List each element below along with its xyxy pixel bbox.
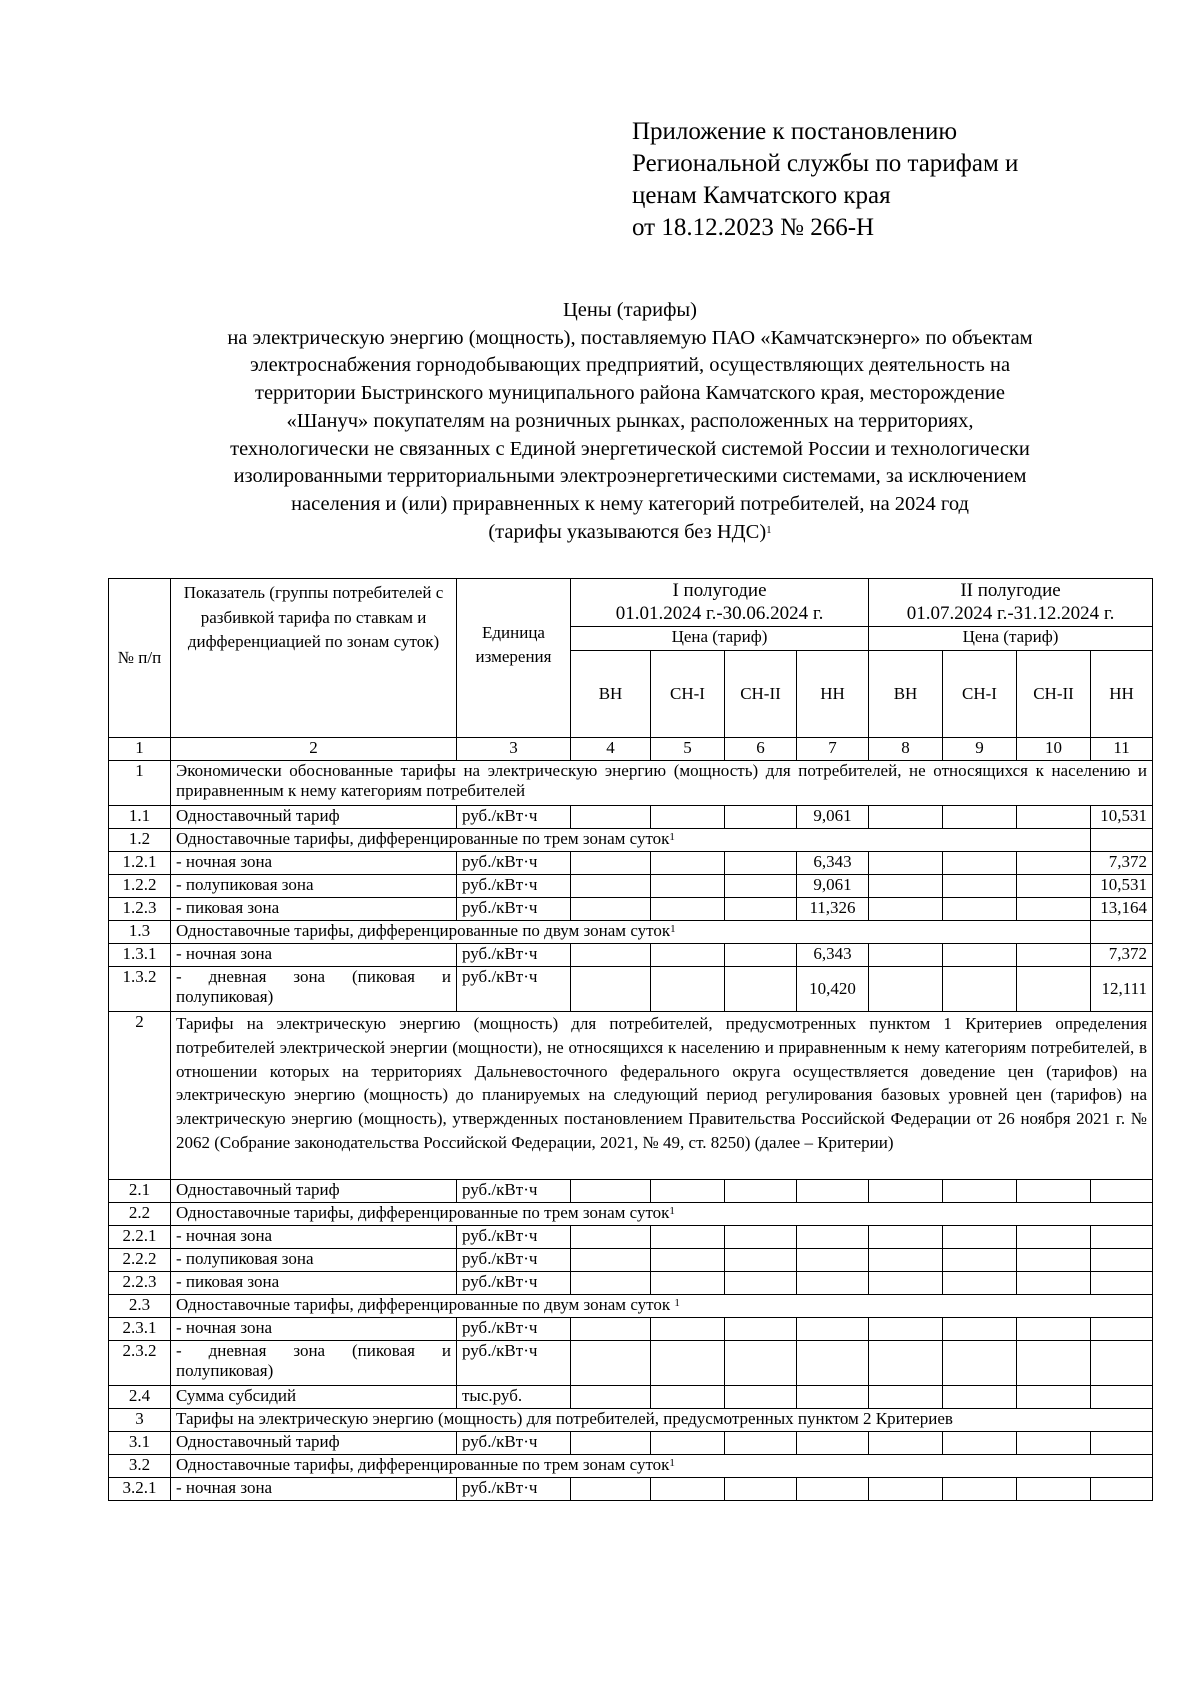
header-h2-sn2: СН-II: [1017, 650, 1091, 737]
cell: [943, 875, 1017, 898]
row-unit: руб./кВт·ч: [457, 1478, 571, 1501]
colnum-3: 3: [457, 738, 571, 761]
row-name: Сумма субсидий: [171, 1386, 457, 1409]
header-h2-nn: НН: [1091, 650, 1153, 737]
cell: [1017, 1341, 1091, 1386]
value-h2-nn: 10,531: [1091, 875, 1153, 898]
table-row: [109, 944, 1153, 967]
tariff-table: [108, 578, 1153, 1501]
row-name: - пиковая зона: [171, 1272, 457, 1295]
footnote-mark: 1: [674, 1297, 680, 1309]
table-row: [109, 1272, 1153, 1295]
row-name: - полупиковая зона: [171, 875, 457, 898]
cell: [651, 1226, 725, 1249]
row-num: 1.3.1: [109, 944, 171, 967]
cell: [651, 898, 725, 921]
row-num: 2.3.1: [109, 1318, 171, 1341]
cell: [797, 1226, 869, 1249]
cell: [1017, 1249, 1091, 1272]
value-h1-nn: 9,061: [797, 806, 869, 829]
cell: [797, 1341, 869, 1386]
value-h1-nn: 6,343: [797, 944, 869, 967]
table-row: [109, 1341, 1153, 1386]
cell: [1091, 1386, 1153, 1409]
subsection-title: [171, 829, 1091, 852]
row-unit: руб./кВт·ч: [457, 1341, 571, 1386]
cell: [571, 944, 651, 967]
header-h1-vn: ВН: [571, 650, 651, 737]
cell: [943, 1272, 1017, 1295]
cell: [869, 806, 943, 829]
row-unit: руб./кВт·ч: [457, 806, 571, 829]
section-title: Тарифы на электрическую энергию (мощность) для потребителей, предусмотренных пунктом 2 Критериев: [171, 1409, 1153, 1432]
row-num: 2.3.2: [109, 1341, 171, 1386]
colnum-10: 10: [1017, 738, 1091, 761]
table-row: [109, 1180, 1153, 1203]
row-name: - ночная зона: [171, 1318, 457, 1341]
row-num: 1: [109, 761, 171, 806]
cell: [1017, 806, 1091, 829]
row-name: - ночная зона: [171, 944, 457, 967]
row-name: - дневная зона (пиковая и полупиковая): [171, 967, 457, 1012]
cell: [943, 898, 1017, 921]
cell: [1017, 1180, 1091, 1203]
row-unit: тыс.руб.: [457, 1386, 571, 1409]
cell: [1017, 1478, 1091, 1501]
cell: [571, 1341, 651, 1386]
subsection-text: Одноставочные тарифы, дифференцированные по двум зонам суток: [176, 921, 671, 940]
cell: [651, 1386, 725, 1409]
cell: [725, 967, 797, 1012]
title-line-1: Цены (тарифы): [562, 299, 697, 321]
cell: [725, 1386, 797, 1409]
cell: [651, 1180, 725, 1203]
cell: [1017, 1226, 1091, 1249]
row-num: 3.1: [109, 1432, 171, 1455]
cell: [571, 1272, 651, 1295]
appendix-line-4: от 18.12.2023 № 266-Н: [632, 214, 875, 241]
title-line-2: на электрическую энергию (мощность), поставляемую ПАО «Камчатскэнерго» по объектам: [227, 326, 1033, 349]
row-name: - ночная зона: [171, 1478, 457, 1501]
appendix-line-3: ценам Камчатского края: [632, 182, 891, 209]
cell: [943, 1180, 1017, 1203]
row-unit: руб./кВт·ч: [457, 1180, 571, 1203]
table-row: [109, 898, 1153, 921]
cell: [725, 1226, 797, 1249]
cell: [651, 1249, 725, 1272]
row-name: Одноставочный тариф: [171, 806, 457, 829]
table-row: [109, 1478, 1153, 1501]
row-num: 2: [109, 1012, 171, 1180]
cell: [943, 967, 1017, 1012]
cell: [869, 944, 943, 967]
header-row-1: [109, 579, 1153, 627]
cell: [651, 967, 725, 1012]
table-row: [109, 1318, 1153, 1341]
cell: [797, 1318, 869, 1341]
footnote-mark: 1: [766, 523, 772, 536]
cell: [725, 1318, 797, 1341]
cell: [797, 1272, 869, 1295]
row-num: 3.2.1: [109, 1478, 171, 1501]
cell: [571, 806, 651, 829]
cell: [869, 1180, 943, 1203]
subsection-text: Одноставочные тарифы, дифференцированные по трем зонам суток: [176, 1455, 670, 1474]
colnum-5: 5: [651, 738, 725, 761]
cell: [943, 944, 1017, 967]
colnum-2: 2: [171, 738, 457, 761]
cell: [869, 1226, 943, 1249]
table-row: [109, 1386, 1153, 1409]
row-num: 2.2: [109, 1203, 171, 1226]
cell: [725, 898, 797, 921]
subsection-row: [109, 1295, 1153, 1318]
row-num: 1.2.1: [109, 852, 171, 875]
appendix-line-1: Приложение к постановлению: [632, 118, 958, 145]
subsection-title: [171, 1203, 1153, 1226]
cell: [725, 1272, 797, 1295]
cell: [571, 1478, 651, 1501]
cell: [1017, 852, 1091, 875]
colnum-11: 11: [1091, 738, 1153, 761]
cell: [1091, 1318, 1153, 1341]
colnum-8: 8: [869, 738, 943, 761]
colnum-7: 7: [797, 738, 869, 761]
cell: [651, 875, 725, 898]
header-price-1: Цена (тариф): [571, 627, 869, 651]
cell: [869, 1249, 943, 1272]
title-line-3: электроснабжения горнодобывающих предприятий, осуществляющих деятельность на: [249, 354, 1011, 377]
value-h1-nn: 9,061: [797, 875, 869, 898]
value-h1-nn: 6,343: [797, 852, 869, 875]
subsection-text: Одноставочные тарифы, дифференцированные по трем зонам суток: [176, 1203, 670, 1222]
cell: [725, 1432, 797, 1455]
cell: [797, 1478, 869, 1501]
cell: [1091, 1478, 1153, 1501]
title-line-9: [110, 519, 1150, 547]
cell: [725, 944, 797, 967]
cell: [869, 1318, 943, 1341]
cell: [797, 1180, 869, 1203]
row-num: 2.2.1: [109, 1226, 171, 1249]
cell: [869, 967, 943, 1012]
cell: [869, 875, 943, 898]
cell: [571, 1226, 651, 1249]
colnum-9: 9: [943, 738, 1017, 761]
title-line-8: населения и (или) приравненных к нему категорий потребителей, на 2024 год: [291, 492, 969, 515]
cell: [1017, 1318, 1091, 1341]
half-1-title: I полугодие: [672, 580, 767, 601]
row-unit: руб./кВт·ч: [457, 1226, 571, 1249]
footnote-mark: 1: [669, 1457, 675, 1469]
header-h1-sn2: СН-II: [725, 650, 797, 737]
cell: [1017, 1432, 1091, 1455]
row-num: 1.2.2: [109, 875, 171, 898]
row-num: 3: [109, 1409, 171, 1432]
row-unit: руб./кВт·ч: [457, 944, 571, 967]
cell: [1091, 921, 1153, 944]
cell: [943, 806, 1017, 829]
section-row: [109, 761, 1153, 806]
subsection-row: [109, 1203, 1153, 1226]
cell: [943, 1318, 1017, 1341]
row-num: 1.2.3: [109, 898, 171, 921]
document-title: [110, 297, 1150, 546]
cell: [725, 1180, 797, 1203]
cell: [571, 852, 651, 875]
row-num: 2.1: [109, 1180, 171, 1203]
title-vat-note: (тарифы указываются без НДС): [488, 520, 767, 543]
cell: [1091, 1272, 1153, 1295]
cell: [651, 1478, 725, 1501]
table-row: [109, 1249, 1153, 1272]
cell: [571, 1432, 651, 1455]
row-unit: руб./кВт·ч: [457, 852, 571, 875]
cell: [1091, 829, 1153, 852]
value-h2-nn: 13,164: [1091, 898, 1153, 921]
colnum-6: 6: [725, 738, 797, 761]
row-unit: руб./кВт·ч: [457, 898, 571, 921]
cell: [651, 944, 725, 967]
appendix-line-2: Региональной службы по тарифам и: [632, 150, 1019, 177]
cell: [651, 806, 725, 829]
subsection-row: [109, 921, 1153, 944]
appendix-header: [632, 116, 1018, 244]
cell: [943, 1249, 1017, 1272]
row-unit: руб./кВт·ч: [457, 967, 571, 1012]
value-h2-nn: 12,111: [1091, 967, 1153, 1012]
header-num: № п/п: [109, 579, 171, 738]
section-row: [109, 1012, 1153, 1180]
subsection-title: [171, 1455, 1153, 1478]
header-half-2: [869, 579, 1153, 627]
title-line-6: технологически не связанных с Единой энергетической системой России и технологически: [230, 437, 1030, 460]
cell: [725, 852, 797, 875]
cell: [571, 1180, 651, 1203]
title-line-7: изолированными территориальными электроэнергетическими системами, за исключением: [233, 465, 1027, 488]
row-name: Одноставочный тариф: [171, 1180, 457, 1203]
row-num: 2.2.2: [109, 1249, 171, 1272]
cell: [869, 852, 943, 875]
colnum-4: 4: [571, 738, 651, 761]
cell: [1091, 1249, 1153, 1272]
cell: [869, 1341, 943, 1386]
cell: [725, 806, 797, 829]
subsection-row: [109, 1455, 1153, 1478]
table-row: [109, 967, 1153, 1012]
row-num: 1.3: [109, 921, 171, 944]
row-num: 2.2.3: [109, 1272, 171, 1295]
half-2-period: 01.07.2024 г.-31.12.2024 г.: [906, 603, 1115, 624]
header-price-2: Цена (тариф): [869, 627, 1153, 651]
cell: [1017, 1386, 1091, 1409]
header-h1-sn1: СН-I: [651, 650, 725, 737]
section-title: Экономически обоснованные тарифы на электрическую энергию (мощность) для потребителей, не относящихся к населению и приравненным к нему категориям потребителей: [171, 761, 1153, 806]
cell: [869, 1272, 943, 1295]
header-h2-sn1: СН-I: [943, 650, 1017, 737]
cell: [1017, 1272, 1091, 1295]
row-unit: руб./кВт·ч: [457, 1318, 571, 1341]
row-name: - ночная зона: [171, 1226, 457, 1249]
cell: [943, 1478, 1017, 1501]
cell: [797, 1386, 869, 1409]
cell: [651, 1272, 725, 1295]
cell: [869, 1386, 943, 1409]
section-row: [109, 1409, 1153, 1432]
cell: [1017, 944, 1091, 967]
value-h1-nn: 11,326: [797, 898, 869, 921]
cell: [651, 1341, 725, 1386]
table-row: [109, 1226, 1153, 1249]
cell: [943, 1226, 1017, 1249]
section-title: Тарифы на электрическую энергию (мощность) для потребителей, предусмотренных пунктом 1 Критериев определения потребителей электрической энергии (мощности), не относящихся к населению и приравненным к нему категориям потребителей, в отношении которых на территориях Дальневосточного федерального округа осуществляется доведение цен (тарифов) на электрическую энергию (мощность) до планируемых на следующий период регулирования базовых уровней цен (тарифов) на электрическую энергию (мощность), утвержденных постановлением Правительства Российской Федерации от 26 ноября 2021 г. № 2062 (Собрание законодательства Российской Федерации, 2021, № 49, ст. 8250) (далее – Критерии): [171, 1012, 1153, 1180]
row-unit: руб./кВт·ч: [457, 1249, 571, 1272]
row-unit: руб./кВт·ч: [457, 1272, 571, 1295]
column-numbers-row: [109, 738, 1153, 761]
row-unit: руб./кВт·ч: [457, 1432, 571, 1455]
cell: [571, 898, 651, 921]
table-row: [109, 1432, 1153, 1455]
header-h2-vn: ВН: [869, 650, 943, 737]
cell: [1091, 1432, 1153, 1455]
title-line-5: «Шануч» покупателям на розничных рынках, расположенных на территориях,: [286, 409, 974, 432]
row-name: - пиковая зона: [171, 898, 457, 921]
table-row: [109, 806, 1153, 829]
cell: [1091, 1341, 1153, 1386]
cell: [571, 967, 651, 1012]
value-h2-nn: 7,372: [1091, 852, 1153, 875]
cell: [725, 1249, 797, 1272]
cell: [651, 852, 725, 875]
subsection-title: [171, 1295, 1153, 1318]
cell: [1091, 1226, 1153, 1249]
row-name: - дневная зона (пиковая и полупиковая): [171, 1341, 457, 1386]
row-num: 1.1: [109, 806, 171, 829]
row-num: 1.3.2: [109, 967, 171, 1012]
half-1-period: 01.01.2024 г.-30.06.2024 г.: [615, 603, 824, 624]
subsection-text: Одноставочные тарифы, дифференцированные по трем зонам суток: [176, 829, 670, 848]
cell: [943, 852, 1017, 875]
row-name: - полупиковая зона: [171, 1249, 457, 1272]
cell: [651, 1318, 725, 1341]
cell: [943, 1341, 1017, 1386]
header-unit: Единица измерения: [457, 579, 571, 738]
table-row: [109, 852, 1153, 875]
cell: [571, 1318, 651, 1341]
footnote-mark: 1: [669, 831, 675, 843]
row-name: Одноставочный тариф: [171, 1432, 457, 1455]
subsection-row: [109, 829, 1153, 852]
cell: [725, 1478, 797, 1501]
cell: [571, 1386, 651, 1409]
cell: [1017, 898, 1091, 921]
cell: [1017, 875, 1091, 898]
title-line-4: территории Быстринского муниципального района Камчатского края, месторождение: [255, 382, 1005, 405]
half-2-title: II полугодие: [960, 580, 1061, 601]
cell: [651, 1432, 725, 1455]
row-unit: руб./кВт·ч: [457, 875, 571, 898]
row-num: 3.2: [109, 1455, 171, 1478]
cell: [797, 1432, 869, 1455]
subsection-title: [171, 921, 1091, 944]
cell: [1017, 967, 1091, 1012]
cell: [725, 875, 797, 898]
header-half-1: [571, 579, 869, 627]
cell: [571, 1249, 651, 1272]
table-row: [109, 875, 1153, 898]
cell: [943, 1432, 1017, 1455]
header-h1-nn: НН: [797, 650, 869, 737]
row-num: 2.3: [109, 1295, 171, 1318]
cell: [797, 1249, 869, 1272]
colnum-1: 1: [109, 738, 171, 761]
cell: [571, 875, 651, 898]
row-num: 2.4: [109, 1386, 171, 1409]
value-h2-nn: 7,372: [1091, 944, 1153, 967]
footnote-mark: 1: [669, 1205, 675, 1217]
value-h2-nn: 10,531: [1091, 806, 1153, 829]
cell: [943, 1386, 1017, 1409]
footnote-mark: 1: [670, 923, 676, 935]
header-indicator: Показатель (группы потребителей с разбивкой тарифа по ставкам и дифференциацией по зонам суток): [171, 579, 457, 738]
row-num: 1.2: [109, 829, 171, 852]
cell: [725, 1341, 797, 1386]
row-name: - ночная зона: [171, 852, 457, 875]
cell: [869, 898, 943, 921]
cell: [869, 1478, 943, 1501]
cell: [869, 1432, 943, 1455]
cell: [1091, 1180, 1153, 1203]
subsection-text: Одноставочные тарифы, дифференцированные по двум зонам суток: [176, 1295, 675, 1314]
value-h1-nn: 10,420: [797, 967, 869, 1012]
